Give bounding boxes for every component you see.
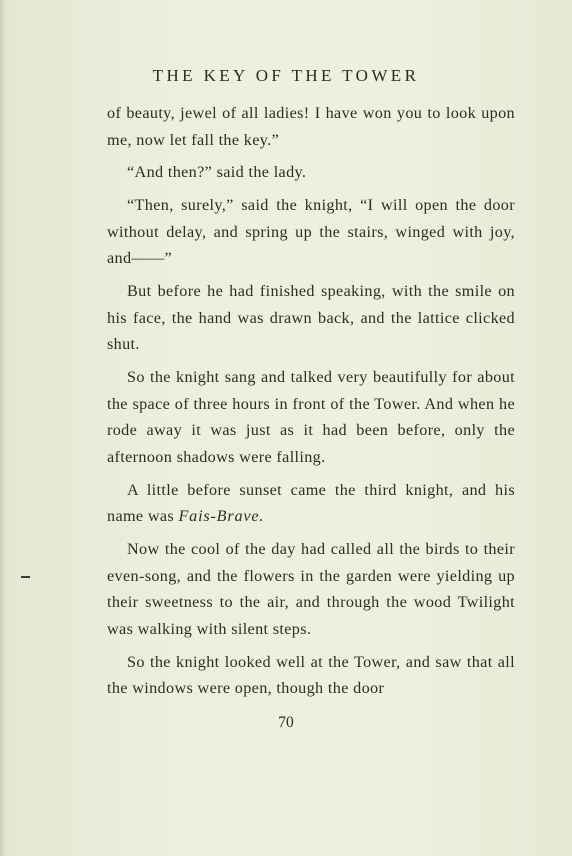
paragraph-4: But before he had finished speaking, with the smile on his face, the hand was drawn back, and the lattice clicked shut.	[107, 282, 515, 354]
running-head: THE KEY OF THE TOWER	[152, 66, 420, 85]
paragraph-7: Now the cool of the day had called all the birds to their even-song, and the flowers in the garden were yielding up their sweetness to the air, and through the wood Twilight was walking with silent steps.	[107, 540, 515, 638]
paragraph-8: So the knight looked well at the Tower, and saw that all the windows were open, though the door	[107, 652, 515, 698]
knight-name: Fais-Brave.	[178, 507, 265, 526]
paragraph-3: “Then, surely,” said the knight, “I will open the door without delay, and spring up the stairs, winged with joy, and——”	[107, 196, 515, 268]
paragraph-5: So the knight sang and talked very beautifully for about the space of three hours in front of the Tower. And when he rode away it was just as it had been before, only the afternoon shadows were falling.	[107, 368, 515, 466]
paragraph-2: “And then?” said the lady.	[127, 163, 307, 182]
body-text	[107, 100, 515, 708]
paragraph-6-text: A little before sunset came the third knight, and his name was	[107, 480, 515, 526]
paragraph-6	[107, 477, 515, 530]
margin-mark	[21, 576, 30, 578]
page-number: 70	[278, 714, 294, 731]
paragraph-1: of beauty, jewel of all ladies! I have won you to look upon me, now let fall the key.”	[107, 104, 515, 149]
